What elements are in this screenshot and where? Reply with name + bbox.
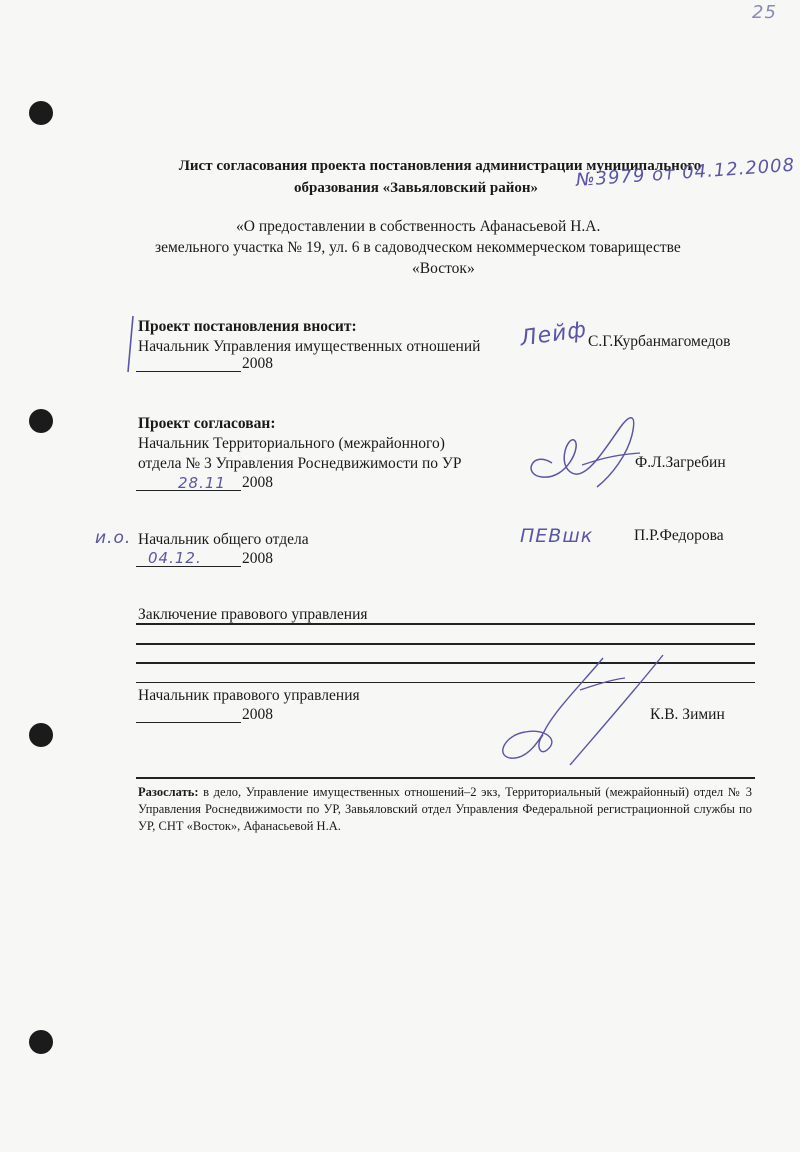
general-dept-year: 2008 xyxy=(242,550,273,567)
date-blank xyxy=(136,704,241,723)
document-title-line1: Лист согласования проекта постановления администрации муниципального xyxy=(178,158,702,174)
submitter-position: Начальник Управления имущественных отношений xyxy=(138,338,481,355)
legal-name: К.В. Зимин xyxy=(650,706,725,723)
subject-line1: «О предоставлении в собственность Афанасьевой Н.А. xyxy=(236,218,601,235)
approval-position-line2: отдела № 3 Управления Роснедвижимости по УР xyxy=(138,455,462,472)
registration-number-handwritten: №3979 от 04.12.2008 xyxy=(575,154,796,191)
subject-line2: земельного участка № 19, ул. 6 в садоводческом некоммерческом товариществе xyxy=(155,239,681,256)
approval-position-line1: Начальник Территориального (межрайонного) xyxy=(138,435,445,452)
submitter-heading: Проект постановления вносит: xyxy=(138,318,357,335)
punch-hole xyxy=(29,723,53,747)
approval-year: 2008 xyxy=(242,474,273,491)
submitter-signature: Лейф xyxy=(518,317,589,352)
punch-hole xyxy=(29,1030,53,1054)
approval-heading: Проект согласован: xyxy=(138,415,276,432)
distribution-list xyxy=(138,784,752,835)
submitter-year: 2008 xyxy=(242,355,273,372)
general-dept-date-handwritten: 04.12. xyxy=(148,549,202,567)
punch-hole xyxy=(29,101,53,125)
general-dept-name: П.Р.Федорова xyxy=(634,527,724,544)
distribution-label: Разослать: xyxy=(138,785,199,799)
legal-signature xyxy=(485,650,675,770)
legal-conclusion-label: Заключение правового управления xyxy=(138,606,368,623)
general-dept-signature: ПЕВшк xyxy=(520,525,594,547)
approval-name: Ф.Л.Загребин xyxy=(635,454,726,471)
date-blank xyxy=(136,353,241,372)
approval-signature xyxy=(512,405,652,495)
acting-prefix-handwritten: и.о. xyxy=(95,528,132,548)
document-title-line2: образования «Завьяловский район» xyxy=(294,180,539,196)
approval-date-handwritten: 28.11 xyxy=(178,474,226,492)
general-dept-position: Начальник общего отдела xyxy=(138,531,309,548)
distribution-text: в дело, Управление имущественных отношений–2 экз, Территориальный (межрайонный) отдел № 3 Управления Роснедвижимости по УР, Завьяловский отдел Управления Федеральной регистрационной службы по УР, СНТ «Восток», Афанасьевой Н.А. xyxy=(138,785,752,833)
distribution-divider xyxy=(136,777,755,779)
subject-line3: «Восток» xyxy=(412,260,475,277)
page-number-handwritten: 25 xyxy=(752,2,777,23)
submitter-name: С.Г.Курбанмагомедов xyxy=(588,333,731,350)
legal-position: Начальник правового управления xyxy=(138,687,360,704)
conclusion-line xyxy=(136,643,755,645)
punch-hole xyxy=(29,409,53,433)
legal-year: 2008 xyxy=(242,706,273,723)
conclusion-line xyxy=(136,623,755,625)
